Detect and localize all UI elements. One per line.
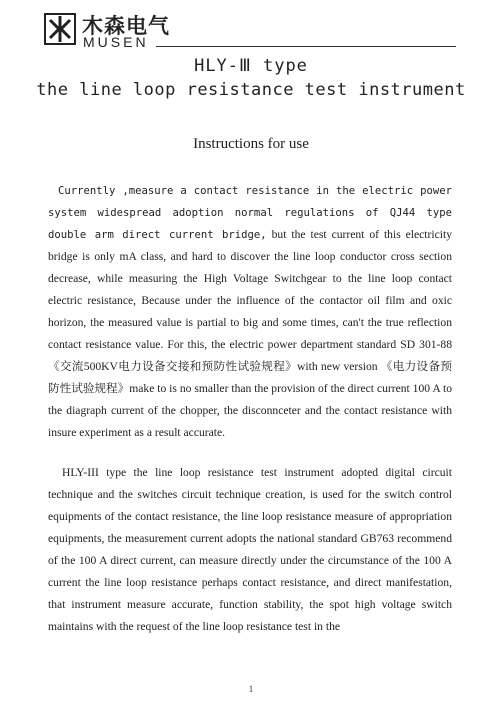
page-header (36, 8, 456, 50)
logo-chinese-text: 木森电气 (82, 14, 170, 38)
logo-english-text: MUSEN (83, 34, 149, 50)
company-logo (42, 10, 192, 50)
document-subtitle: Instructions for use (193, 136, 309, 152)
paragraph-2: HLY-III type the line loop resistance test instrument adopted digital circuit technique and the switches circuit technique creation, is used for the switch control equipments of the contact resistance, the line loop resistance measure of appropriation equipments, the measurement current adopts the national standard GB763 recommend of the 100 A direct current, can measure directly under the circumstance of the 100 A current the line loop resistance perhaps contact resistance, and direct manifestation, that instrument measure accurate, function stability, the spot high voltage switch maintains with the request of the line loop resistance test in the (48, 466, 452, 633)
document-title-line-1: HLY-Ⅲ type (194, 56, 308, 76)
document-title-line-2: the line loop resistance test instrument (36, 80, 466, 100)
header-rule (156, 46, 456, 47)
logo-mark-icon (42, 10, 78, 48)
paragraph-1 (48, 180, 452, 444)
paragraph-1-text: but the test current of this electricity bridge is only mA class, and hard to discover the line loop conductor cross section decrease, while measuring the High Voltage Switchgear to the line loop contact electric resistance, Because under the influence of the contactor oil film and oxic horizon, the measured value is partial to big and some times, can't the true reflection contact resistance value. For this, the electric power department standard SD 301-88 《交流500KV电力设备交接和预防性试验规程》with new version 《电力设备预防性试验规程》make to is no smaller than the provision of the direct current 100 A to the diagraph current of the chopper, the disconnceter and the contact resistance with insure experiment as a result accurate. (48, 228, 452, 439)
page-number: 1 (248, 684, 254, 694)
paragraph-1-mono-part: Currently ,measure a contact resistance in the electric power system widespread adoption normal regulations of QJ44 type double arm direct current bridge, (48, 185, 452, 241)
